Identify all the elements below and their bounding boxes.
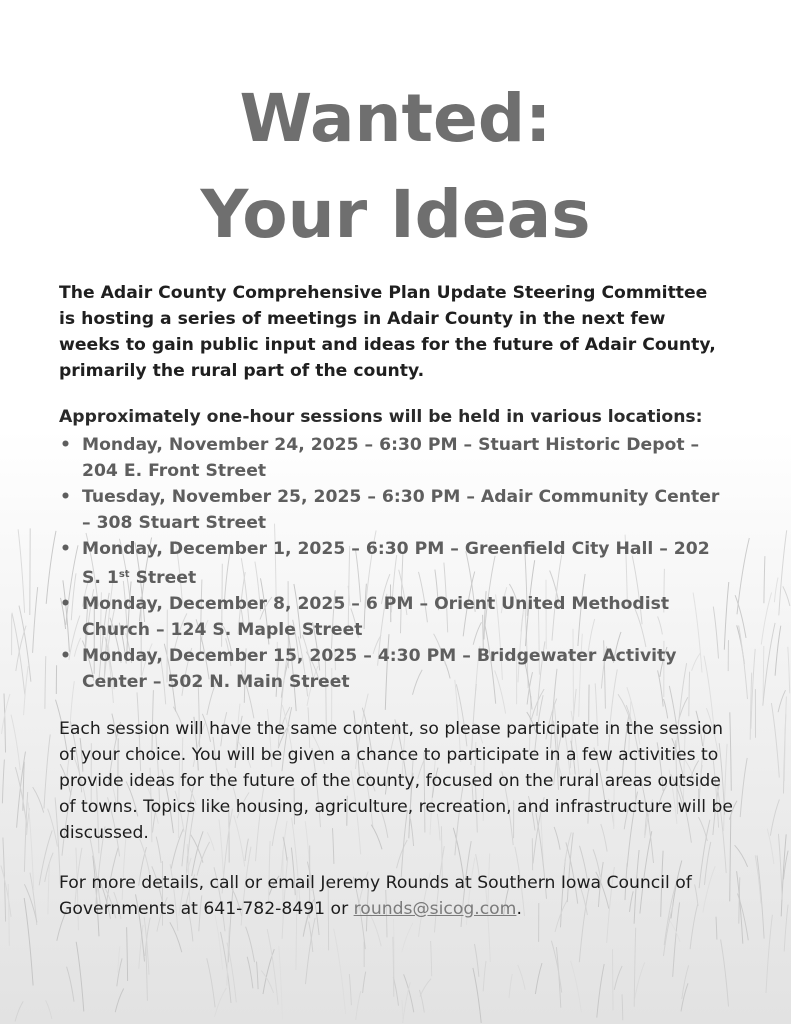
title-line-1: Wanted: <box>239 80 552 157</box>
session-text <box>82 539 710 588</box>
session-text-main: Monday, December 1, 2025 – 6:30 PM – Greenfield City Hall – 202 S. 1 <box>82 539 710 588</box>
session-item <box>59 536 729 591</box>
session-item <box>59 484 729 536</box>
title-line-2: Your Ideas <box>200 176 591 253</box>
session-item <box>59 643 729 695</box>
session-text: Monday, December 15, 2025 – 4:30 PM – Bridgewater Activity Center – 502 N. Main Street <box>82 646 677 692</box>
session-details-paragraph: Each session will have the same content, so please participate in the session of your choice. You will be given a chance to participate in a few activities to provide ideas for the future of the county, focused on the rural areas outside of towns. Topics like housing, agriculture, recreation, and infrastructure will be discussed. <box>59 719 733 843</box>
session-item <box>59 591 729 643</box>
session-text-end: Street <box>129 568 197 588</box>
bullet-icon: • <box>60 646 71 666</box>
intro-paragraph: The Adair County Comprehensive Plan Update Steering Committee is hosting a series of meetings in Adair County in the next few weeks to gain public input and ideas for the future of Adair County, primarily the rural part of the county. <box>59 283 716 381</box>
ordinal-suffix: st <box>118 569 130 580</box>
bullet-icon: • <box>60 435 71 455</box>
contact-text: For more details, call or email Jeremy Rounds at Southern Iowa Council of Governments at 641-782-8491 or <box>59 873 692 919</box>
bullet-icon: • <box>60 539 71 559</box>
contact-paragraph <box>59 870 739 922</box>
session-text: Monday, December 8, 2025 – 6 PM – Orient United Methodist Church – 124 S. Maple Street <box>82 594 670 640</box>
contact-trailing: . <box>516 899 522 919</box>
bullet-icon: • <box>60 487 71 507</box>
session-item <box>59 432 729 484</box>
email-link[interactable]: rounds@sicog.com <box>353 899 517 919</box>
session-text: Monday, November 24, 2025 – 6:30 PM – Stuart Historic Depot – 204 E. Front Street <box>82 435 700 481</box>
bullet-icon: • <box>60 594 71 614</box>
sessions-heading: Approximately one-hour sessions will be held in various locations: <box>59 407 703 427</box>
session-list <box>59 432 729 695</box>
session-text: Tuesday, November 25, 2025 – 6:30 PM – Adair Community Center – 308 Stuart Street <box>82 487 720 533</box>
